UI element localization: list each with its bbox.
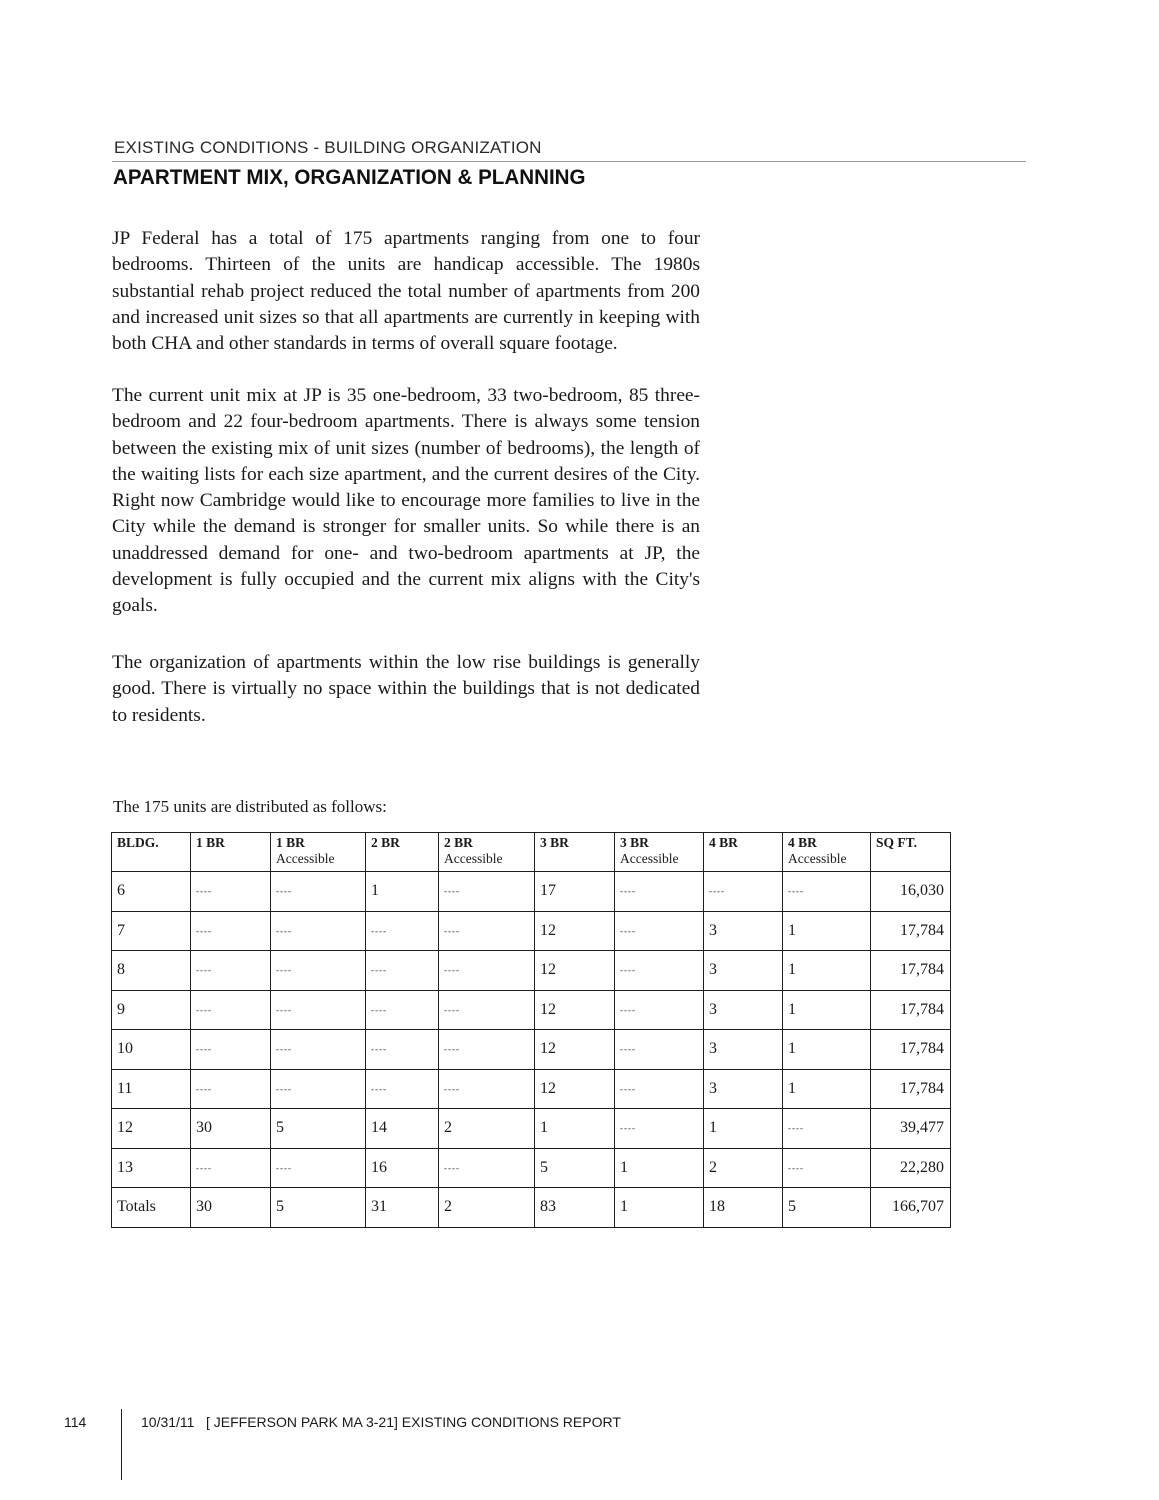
table-cell: ----	[271, 911, 366, 951]
table-cell: ----	[271, 990, 366, 1030]
table-cell: 1	[615, 1148, 704, 1188]
column-header-4br: 4 BR	[704, 833, 783, 872]
table-cell: 13	[112, 1148, 191, 1188]
table-cell: 12	[535, 1030, 615, 1070]
table-caption: The 175 units are distributed as follows:	[113, 797, 387, 816]
table-cell: ----	[615, 1109, 704, 1149]
table-cell: 17,784	[871, 1030, 951, 1070]
table-row	[112, 872, 951, 912]
table-cell: 3	[704, 1069, 783, 1109]
paragraph-unit-mix: The current unit mix at JP is 35 one-bedroom, 33 two-bedroom, 85 three-bedroom and 22 four-bedroom apartments. There is always some tension between the existing mix of unit sizes (number of bedrooms), the length of the waiting lists for each size apartment, and the current desires of the City. Right now Cambridge would like to encourage more families to live in the City while the demand is stronger for smaller units. So while there is an unaddressed demand for one- and two-bedroom apartments at JP, the development is fully occupied and the current mix aligns with the City's goals.	[112, 385, 700, 617]
table-cell: 39,477	[871, 1109, 951, 1149]
table-cell: 17	[535, 872, 615, 912]
table-cell: 6	[112, 872, 191, 912]
table-cell: ----	[783, 1148, 871, 1188]
table-cell: 3	[704, 990, 783, 1030]
table-cell: ----	[783, 872, 871, 912]
table-cell: ----	[191, 990, 271, 1030]
table-row	[112, 911, 951, 951]
column-header-3br: 3 BR	[535, 833, 615, 872]
page-title: APARTMENT MIX, ORGANIZATION & PLANNING	[113, 166, 586, 189]
table-cell: ----	[366, 990, 439, 1030]
paragraph-organization: The organization of apartments within the low rise buildings is generally good. There is virtually no space within the buildings that is not dedicated to residents.	[112, 652, 700, 726]
table-cell: 3	[704, 951, 783, 991]
table-body	[112, 872, 951, 1228]
header-divider	[112, 161, 1026, 162]
table-row	[112, 1148, 951, 1188]
table-cell: 1	[783, 1069, 871, 1109]
table-cell: 1	[783, 1030, 871, 1070]
table-cell: 7	[112, 911, 191, 951]
table-cell: 17,784	[871, 1069, 951, 1109]
table-cell: ----	[271, 1069, 366, 1109]
table-cell: 8	[112, 951, 191, 991]
table-cell: 30	[191, 1188, 271, 1228]
column-header-bldg: BLDG.	[112, 833, 191, 872]
table-row	[112, 1109, 951, 1149]
table-cell: ----	[191, 911, 271, 951]
table-cell: 5	[535, 1148, 615, 1188]
table-cell: ----	[439, 990, 535, 1030]
table-cell: 12	[535, 1069, 615, 1109]
table-cell: 12	[112, 1109, 191, 1149]
table-cell: 12	[535, 911, 615, 951]
table-cell: ----	[615, 911, 704, 951]
table-cell: 1	[783, 911, 871, 951]
table-cell: ----	[366, 1069, 439, 1109]
table-cell: 3	[704, 911, 783, 951]
table-cell: 30	[191, 1109, 271, 1149]
table-cell: ----	[615, 990, 704, 1030]
page-number: 114	[64, 1414, 87, 1430]
table-cell: ----	[615, 1069, 704, 1109]
table-cell: ----	[191, 1069, 271, 1109]
column-header-4br-accessible: 4 BR Accessible	[783, 833, 871, 872]
table-cell: 1	[535, 1109, 615, 1149]
table-cell: 12	[535, 951, 615, 991]
table-cell: 1	[783, 951, 871, 991]
table-cell: 10	[112, 1030, 191, 1070]
footer-report-title: [ JEFFERSON PARK MA 3-21] EXISTING CONDITIONS REPORT	[206, 1414, 621, 1430]
table-totals-row	[112, 1188, 951, 1228]
table-cell: 17,784	[871, 911, 951, 951]
table-cell: 3	[704, 1030, 783, 1070]
table-cell: 1	[366, 872, 439, 912]
column-header-1br-accessible: 1 BR Accessible	[271, 833, 366, 872]
table-cell: 9	[112, 990, 191, 1030]
table-cell: 2	[704, 1148, 783, 1188]
table-header-row	[112, 833, 951, 872]
table-cell: 17,784	[871, 951, 951, 991]
table-cell: 1	[615, 1188, 704, 1228]
table-row	[112, 1030, 951, 1070]
table-cell: 1	[783, 990, 871, 1030]
table-cell: 5	[271, 1109, 366, 1149]
table-cell: ----	[615, 872, 704, 912]
table-cell: ----	[615, 951, 704, 991]
table-cell: ----	[615, 1030, 704, 1070]
table-cell: 11	[112, 1069, 191, 1109]
table-row	[112, 951, 951, 991]
unit-distribution-table	[111, 832, 951, 1228]
table-cell: ----	[191, 951, 271, 991]
table-cell: 12	[535, 990, 615, 1030]
table-cell: ----	[439, 1148, 535, 1188]
table-cell: 16	[366, 1148, 439, 1188]
table-cell: ----	[704, 872, 783, 912]
table-cell: ----	[191, 872, 271, 912]
column-header-2br: 2 BR	[366, 833, 439, 872]
table-cell: ----	[271, 872, 366, 912]
column-header-2br-accessible: 2 BR Accessible	[439, 833, 535, 872]
table-cell: ----	[439, 872, 535, 912]
table-cell: ----	[191, 1148, 271, 1188]
table-cell: Totals	[112, 1188, 191, 1228]
table-cell: ----	[439, 1030, 535, 1070]
table-cell: ----	[271, 1148, 366, 1188]
table-cell: 166,707	[871, 1188, 951, 1228]
table-cell: ----	[439, 911, 535, 951]
table-cell: ----	[783, 1109, 871, 1149]
table-cell: ----	[439, 951, 535, 991]
table-cell: 2	[439, 1188, 535, 1228]
table-cell: 18	[704, 1188, 783, 1228]
table-cell: ----	[271, 951, 366, 991]
paragraph-overview: JP Federal has a total of 175 apartments ranging from one to four bedrooms. Thirteen of the units are handicap accessible. The 1980s substantial rehab project reduced the total number of apartments from 200 and increased unit sizes so that all apartments are currently in keeping with both CHA and other standards in terms of overall square footage.	[112, 228, 700, 355]
footer-divider	[121, 1409, 122, 1480]
column-header-1br: 1 BR	[191, 833, 271, 872]
table-cell: ----	[271, 1030, 366, 1070]
table-cell: ----	[366, 1030, 439, 1070]
table-row	[112, 1069, 951, 1109]
table-cell: ----	[366, 911, 439, 951]
column-header-sqft: SQ FT.	[871, 833, 951, 872]
section-label: EXISTING CONDITIONS - BUILDING ORGANIZATION	[114, 138, 542, 157]
table-cell: ----	[366, 951, 439, 991]
table-cell: 16,030	[871, 872, 951, 912]
table-cell: 22,280	[871, 1148, 951, 1188]
table-cell: 2	[439, 1109, 535, 1149]
table-cell: ----	[191, 1030, 271, 1070]
table-cell: ----	[439, 1069, 535, 1109]
table-cell: 31	[366, 1188, 439, 1228]
table-cell: 83	[535, 1188, 615, 1228]
table-cell: 5	[271, 1188, 366, 1228]
table-row	[112, 990, 951, 1030]
column-header-3br-accessible: 3 BR Accessible	[615, 833, 704, 872]
table-cell: 5	[783, 1188, 871, 1228]
table-cell: 17,784	[871, 990, 951, 1030]
footer-date: 10/31/11	[141, 1414, 195, 1430]
table-cell: 14	[366, 1109, 439, 1149]
table-cell: 1	[704, 1109, 783, 1149]
